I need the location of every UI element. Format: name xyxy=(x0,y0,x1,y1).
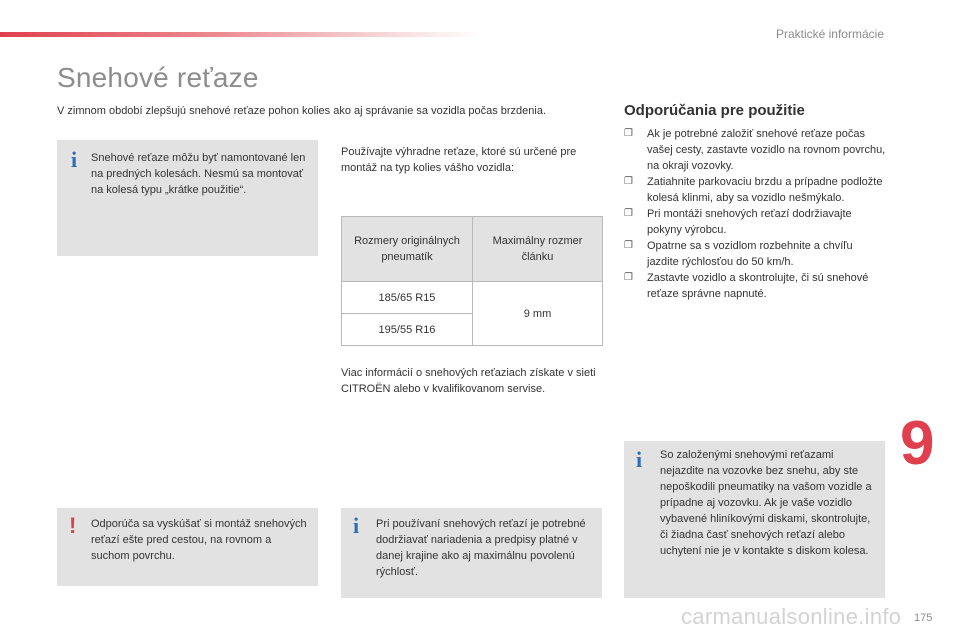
info-icon: i xyxy=(353,513,360,538)
more-info-text: Viac informácií o snehových reťaziach získate v sieti CITROËN alebo v kvalifikovanom servise. xyxy=(341,367,596,395)
list-item xyxy=(624,126,886,174)
list-item-text: Zatiahnite parkovaciu brzdu a prípadne podložte kolesá klinmi, aby sa vozidlo nešmýkalo. xyxy=(647,176,883,204)
watermark: carmanualsonline.info xyxy=(681,604,902,629)
page-title: Snehové reťaze xyxy=(57,62,259,93)
checkbox-bullet-icon: ❐ xyxy=(624,208,633,219)
list-item xyxy=(624,270,886,302)
table-header-tire-size: Rozmery originálnych pneumatík xyxy=(342,217,473,282)
table-cell-tire-size: 195/55 R16 xyxy=(342,314,473,346)
tire-chain-table xyxy=(341,216,603,346)
warning-icon: ! xyxy=(69,513,77,538)
checkbox-bullet-icon: ❐ xyxy=(624,176,633,187)
info-icon: i xyxy=(71,147,78,172)
table-cell-tire-size: 185/65 R15 xyxy=(342,282,473,314)
info-box-front-wheels-text: Snehové reťaze môžu byť namontované len na predných kolesách. Nesmú sa montovať na kolesá typu „krátke použitie“. xyxy=(91,152,306,196)
checkbox-bullet-icon: ❐ xyxy=(624,240,633,251)
list-item-text: Zastavte vozidlo a skontrolujte, či sú snehové reťaze správne napnuté. xyxy=(647,272,869,300)
list-item xyxy=(624,174,886,206)
section-label: Praktické informácie xyxy=(775,27,884,41)
recommendations-title: Odporúčania pre použitie xyxy=(624,102,805,119)
warning-box-text: Odporúča sa vyskúšať si montáž snehových reťazí ešte pred cestou, na rovnom a suchom povrchu. xyxy=(91,518,307,562)
checkbox-bullet-icon: ❐ xyxy=(624,272,633,283)
table-row xyxy=(342,282,603,314)
info-box-snow-free-roads xyxy=(624,441,885,598)
list-item-text: Opatrne sa s vozidlom rozbehnite a chvíľu jazdite rýchlosťou do 50 km/h. xyxy=(647,240,853,268)
intro-text: V zimnom období zlepšujú snehové reťaze pohon kolies ako aj správanie sa vozidla počas brzdenia. xyxy=(57,105,547,117)
list-item-text: Pri montáži snehových reťazí dodržiavajte pokyny výrobcu. xyxy=(647,208,852,236)
info-box-front-wheels xyxy=(57,140,318,256)
info-box-snow-free-roads-text: So založenými snehovými reťazami nejazdite na vozovke bez snehu, aby ste nepoškodili pneumatiky na vašom vozidle a prípadne aj vozovku. Ak je vaše vozidlo vybavené hliníkovými diskami, skontrolujte, či žiadna časť snehových reťazí alebo uchytení nie je v kontakte s diskom kolesa. xyxy=(660,449,872,557)
table-header-max-link-size: Maximálny rozmer článku xyxy=(473,217,603,282)
recommendations-list xyxy=(624,126,886,302)
table-header-row xyxy=(342,217,603,282)
info-box-regulations xyxy=(341,508,602,598)
info-box-regulations-text: Pri používaní snehových reťazí je potrebné dodržiavať nariadenia a predpisy platné v danej krajine ako aj maximálnu povolenú rýchlosť. xyxy=(376,518,586,578)
list-item xyxy=(624,206,886,238)
page-number: 175 xyxy=(914,612,933,624)
table-cell-max-link-size: 9 mm xyxy=(473,282,603,346)
warning-box xyxy=(57,508,318,586)
chapter-number: 9 xyxy=(900,409,935,478)
usage-text: Používajte výhradne reťaze, ktoré sú určené pre montáž na typ kolies vášho vozidla: xyxy=(341,146,577,174)
list-item xyxy=(624,238,886,270)
checkbox-bullet-icon: ❐ xyxy=(624,128,633,139)
info-icon: i xyxy=(636,447,643,472)
header-accent-bar xyxy=(0,32,480,37)
list-item-text: Ak je potrebné založiť snehové reťaze počas vašej cesty, zastavte vozidlo na rovnom povrchu, na okraji vozovky. xyxy=(647,128,886,172)
